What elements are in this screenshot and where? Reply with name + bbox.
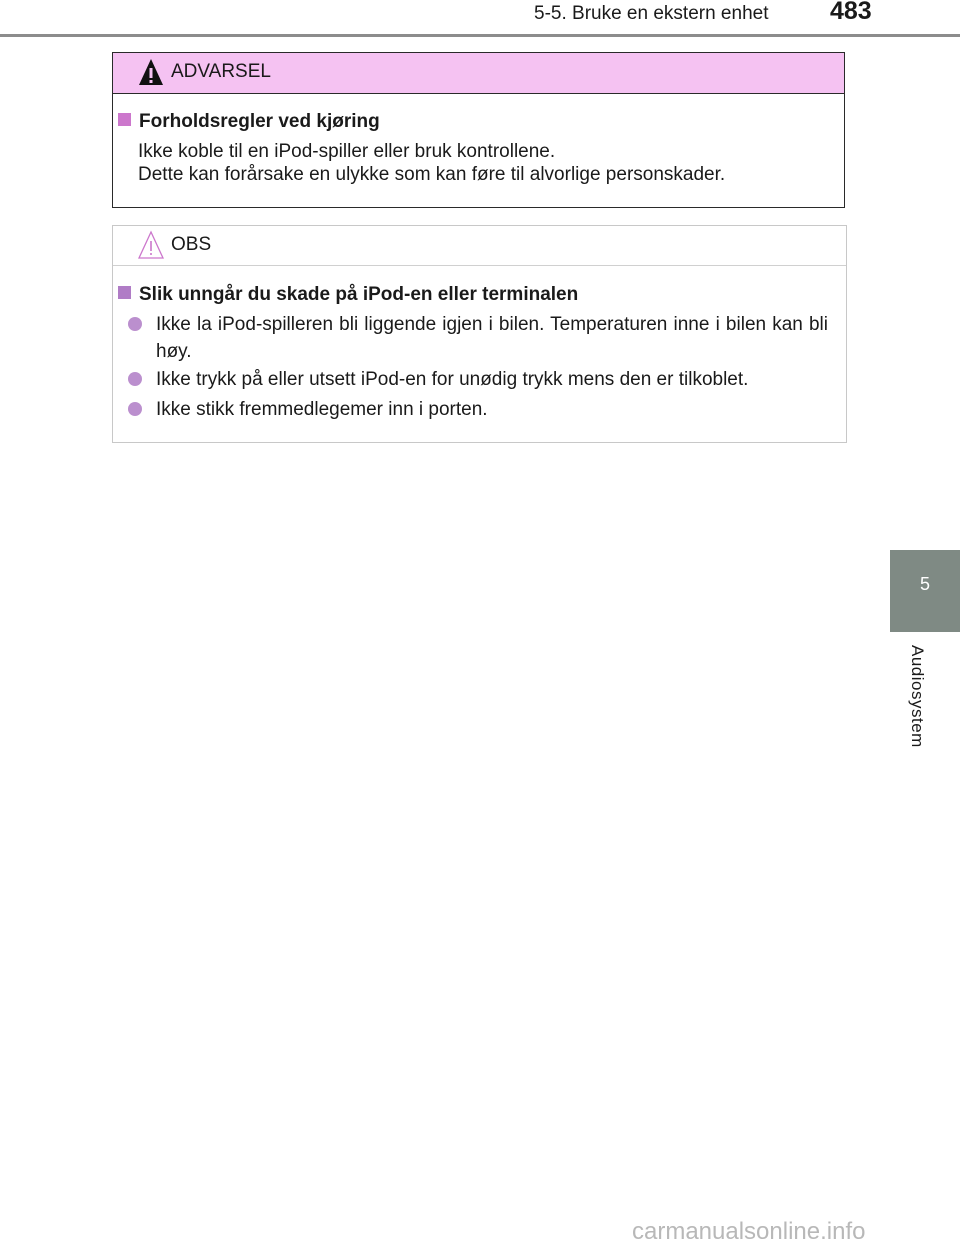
warning-line: Dette kan forårsake en ulykke som kan føre til alvorlige personskader.: [138, 164, 726, 185]
round-bullet-icon: [128, 317, 142, 331]
warning-header: [113, 53, 844, 94]
header-divider: [0, 34, 960, 37]
notice-label: OBS: [171, 234, 212, 255]
chapter-tab: [890, 550, 960, 632]
caution-triangle-outline-icon: [138, 230, 164, 260]
chapter-name: Audiosystem: [908, 645, 927, 748]
section-title: 5-5. Bruke en ekstern enhet: [534, 3, 769, 24]
warning-triangle-icon: [138, 57, 164, 87]
notice-bullet: [128, 366, 828, 393]
warning-heading-text: Forholdsregler ved kjøring: [139, 111, 380, 132]
warning-line: Ikke koble til en iPod-spiller eller bruk kontrollene.: [138, 141, 556, 162]
round-bullet-icon: [128, 372, 142, 386]
square-bullet-icon: [118, 113, 131, 126]
square-bullet-icon: [118, 286, 131, 299]
notice-bullet: [128, 311, 828, 365]
warning-box: [112, 52, 845, 208]
round-bullet-icon: [128, 402, 142, 416]
warning-heading: [118, 111, 380, 133]
notice-header: [113, 226, 846, 266]
notice-bullet: [128, 396, 828, 423]
notice-bullet-text: Ikke trykk på eller utsett iPod-en for unødig trykk mens den er tilkoblet.: [156, 369, 749, 390]
notice-bullet-text: Ikke stikk fremmedlegemer inn i porten.: [156, 399, 488, 420]
notice-bullet-text: Ikke la iPod-spilleren bli liggende igjen i bilen. Temperaturen inne i bilen kan bli høy.: [156, 314, 828, 362]
page-number: 483: [830, 0, 872, 25]
watermark: carmanualsonline.info: [632, 1218, 866, 1245]
chapter-number: 5: [919, 574, 930, 594]
notice-heading-text: Slik unngår du skade på iPod-en eller terminalen: [139, 284, 579, 305]
notice-heading: [118, 284, 578, 306]
warning-label: ADVARSEL: [171, 61, 271, 82]
notice-box: [112, 225, 847, 443]
